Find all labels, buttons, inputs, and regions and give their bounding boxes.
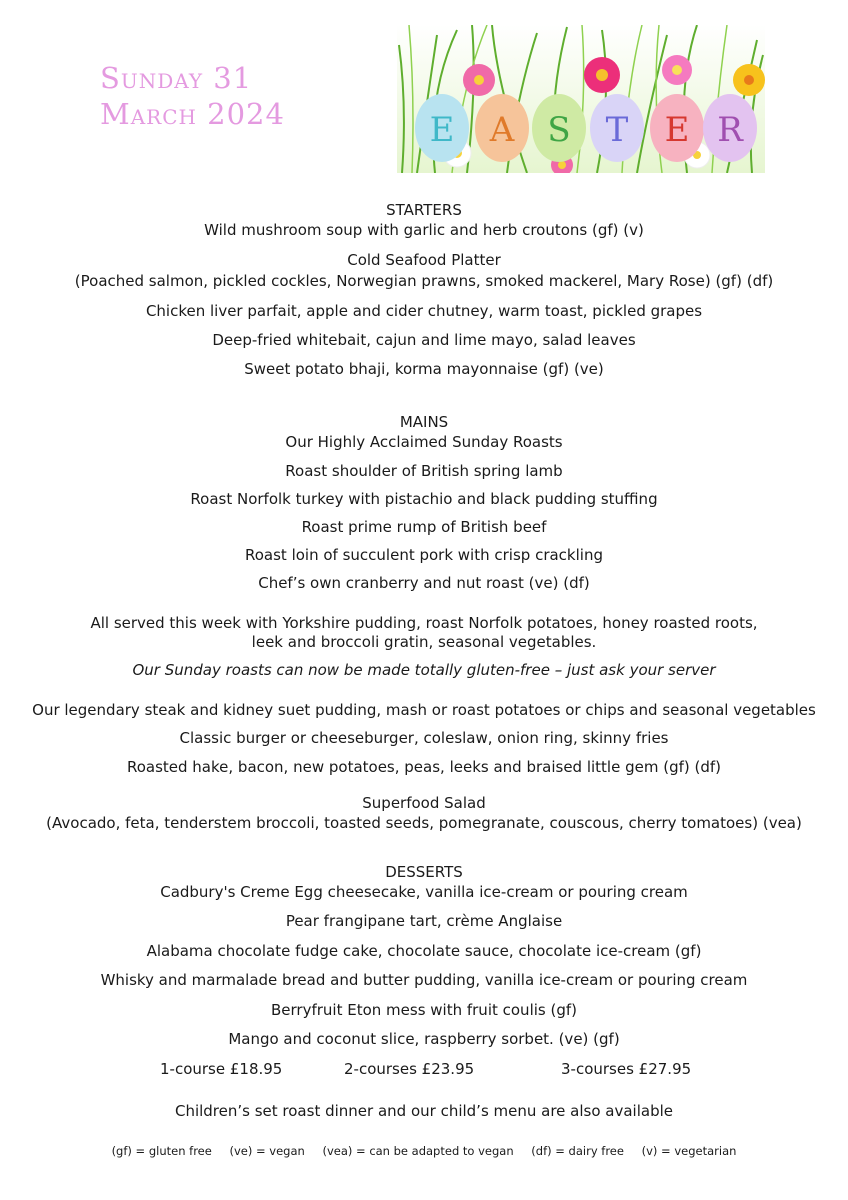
mains-subheading: Our Highly Acclaimed Sunday Roasts xyxy=(285,433,563,451)
dessert-item: Berryfruit Eton mess with fruit coulis (gf) xyxy=(270,1001,577,1019)
main-item: Roasted hake, bacon, new potatoes, peas, leeks and braised little gem (gf) (df) xyxy=(126,758,722,776)
dessert-item: Mango and coconut slice, raspberry sorbet. (ve) (gf) xyxy=(228,1030,620,1048)
dessert-item: Alabama chocolate fudge cake, chocolate sauce, chocolate ice-cream (gf) xyxy=(146,942,702,960)
egg-letter: S xyxy=(547,110,571,150)
dessert-item: Cadbury's Creme Egg cheesecake, vanilla ice-cream or pouring cream xyxy=(160,883,688,901)
main-item: Classic burger or cheeseburger, coleslaw, onion ring, skinny fries xyxy=(179,729,669,747)
dessert-item: Whisky and marmalade bread and butter pudding, vanilla ice-cream or pouring cream xyxy=(100,971,748,989)
roast-item: Roast Norfolk turkey with pistachio and black pudding stuffing xyxy=(190,490,658,508)
dietary-key xyxy=(0,1144,848,1158)
key-vegan: (ve) = vegan xyxy=(229,1144,305,1158)
main-item: Our legendary steak and kidney suet pudding, mash or roast potatoes or chips and seasonal vegetables xyxy=(32,701,816,719)
key-gluten-free: (gf) = gluten free xyxy=(111,1144,212,1158)
price-two-courses: 2-courses £23.95 xyxy=(344,1060,475,1078)
egg-letter: T xyxy=(605,110,629,150)
mains-heading: MAINS xyxy=(399,413,449,431)
date-line-1: Sunday 31 xyxy=(100,61,253,95)
salad-title: Superfood Salad xyxy=(362,794,486,812)
roast-item: Roast shoulder of British spring lamb xyxy=(285,462,563,480)
menu-date xyxy=(100,60,340,132)
gluten-free-note: Our Sunday roasts can now be made totally gluten-free – just ask your server xyxy=(132,661,716,679)
starter-item: Chicken liver parfait, apple and cider chutney, warm toast, pickled grapes xyxy=(145,302,703,320)
starters-heading: STARTERS xyxy=(386,201,462,219)
easter-eggs-banner xyxy=(397,25,765,173)
desserts-heading: DESSERTS xyxy=(385,863,463,881)
egg-letter: E xyxy=(664,110,690,150)
served-with-line-2: leek and broccoli gratin, seasonal vegetables. xyxy=(251,633,597,651)
price-one-course: 1-course £18.95 xyxy=(160,1060,283,1078)
key-dairy-free: (df) = dairy free xyxy=(531,1144,624,1158)
egg-letter: R xyxy=(717,110,743,150)
starter-item-detail: (Poached salmon, pickled cockles, Norwegian prawns, smoked mackerel, Mary Rose) (gf) (df) xyxy=(74,272,774,290)
starter-item: Cold Seafood Platter xyxy=(347,251,501,269)
price-three-courses: 3-courses £27.95 xyxy=(561,1060,692,1078)
starter-item: Wild mushroom soup with garlic and herb croutons (gf) (v) xyxy=(204,221,644,239)
salad-description: (Avocado, feta, tenderstem broccoli, toasted seeds, pomegranate, couscous, cherry tomatoes) (vea) xyxy=(46,814,802,832)
key-vegetarian: (v) = vegetarian xyxy=(641,1144,737,1158)
roast-item: Roast loin of succulent pork with crisp crackling xyxy=(245,546,603,564)
served-with-line-1: All served this week with Yorkshire pudding, roast Norfolk potatoes, honey roasted roots, xyxy=(90,614,758,632)
egg-letter: A xyxy=(489,110,515,150)
starter-item: Deep-fried whitebait, cajun and lime mayo, salad leaves xyxy=(212,331,636,349)
starter-item: Sweet potato bhaji, korma mayonnaise (gf) (ve) xyxy=(244,360,604,378)
egg-letter: E xyxy=(429,110,455,150)
childrens-menu-note: Children’s set roast dinner and our child’s menu are also available xyxy=(174,1102,674,1120)
roast-item: Chef’s own cranberry and nut roast (ve) (df) xyxy=(258,574,590,592)
roast-item: Roast prime rump of British beef xyxy=(301,518,547,536)
dessert-item: Pear frangipane tart, crème Anglaise xyxy=(285,912,563,930)
key-adaptable-vegan: (vea) = can be adapted to vegan xyxy=(322,1144,514,1158)
date-line-2: March 2024 xyxy=(100,97,285,131)
